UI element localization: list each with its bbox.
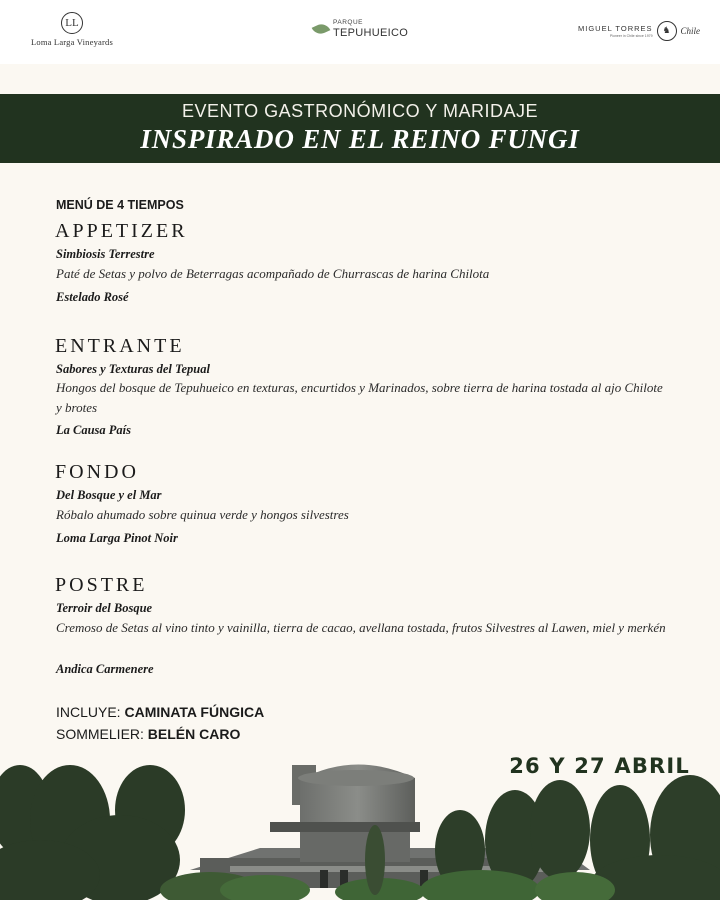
dish-name: Terroir del Bosque [56, 601, 153, 615]
course-title: ENTRANTE [55, 335, 185, 357]
dish-description: Róbalo ahumado sobre quinua verde y hongos silvestres [56, 507, 349, 522]
parque-label: PARQUE [333, 19, 363, 26]
tepuhueico-label: TEPUHUEICO [333, 26, 409, 39]
menu-header: MENÚ DE 4 TIEMPOS [56, 198, 184, 212]
course-title: APPETIZER [55, 220, 188, 242]
miguel-torres-chile: Chile [680, 26, 701, 36]
forest-right [420, 775, 720, 900]
title-banner [0, 94, 720, 163]
dish-description: Cremoso de Setas al vino tinto y vainilla, tierra de cacao, avellana tostada, frutos Silvestres al Lawen, miel y merkén [56, 620, 666, 635]
sommelier-value: BELÉN CARO [147, 726, 241, 742]
dish-name: Del Bosque y el Mar [56, 488, 162, 502]
includes-label: INCLUYE: [56, 704, 121, 720]
wine-pairing: Estelado Rosé [56, 290, 129, 304]
dish-description: Paté de Setas y polvo de Beterragas acompañado de Churrascas de harina Chilota [56, 266, 490, 281]
wine-pairing: Andica Carmenere [56, 662, 154, 676]
loma-larga-monogram: LL [61, 12, 83, 34]
dish-name: Simbiosis Terrestre [56, 247, 155, 261]
includes-line [56, 704, 264, 720]
miguel-torres-logo [578, 21, 700, 41]
course-title: FONDO [55, 461, 139, 483]
parque-tepuhueico-logo [313, 20, 408, 39]
logo-bar [0, 0, 720, 64]
loma-larga-name: Loma Larga Vineyards [30, 37, 113, 47]
leaf-icon [312, 21, 331, 37]
dish-name: Sabores y Texturas del Tepual [56, 362, 210, 376]
wine-pairing: La Causa País [56, 423, 132, 437]
course-title: POSTRE [55, 574, 148, 596]
banner-title: INSPIRADO EN EL REINO FUNGI [140, 124, 580, 154]
loma-larga-logo [26, 12, 118, 47]
banner-subtitle: EVENTO GASTRONÓMICO Y MARIDAJE [181, 101, 539, 121]
sommelier-label: SOMMELIER: [56, 726, 144, 742]
wine-pairing: Loma Larga Pinot Noir [56, 531, 178, 545]
dish-description: Hongos del bosque de Tepuhueico en texturas, encurtidos y Marinados, sobre tierra de harina tostada al ajo Chilote y brotes [56, 380, 663, 415]
includes-value: CAMINATA FÚNGICA [124, 704, 265, 720]
miguel-torres-name: MIGUEL TORRES [578, 24, 653, 33]
event-date: 26 Y 27 ABRIL [509, 754, 690, 778]
llama-emblem-icon: ♞ [657, 21, 677, 41]
miguel-torres-tagline: Pioneer in Chile since 1979 [609, 34, 653, 38]
